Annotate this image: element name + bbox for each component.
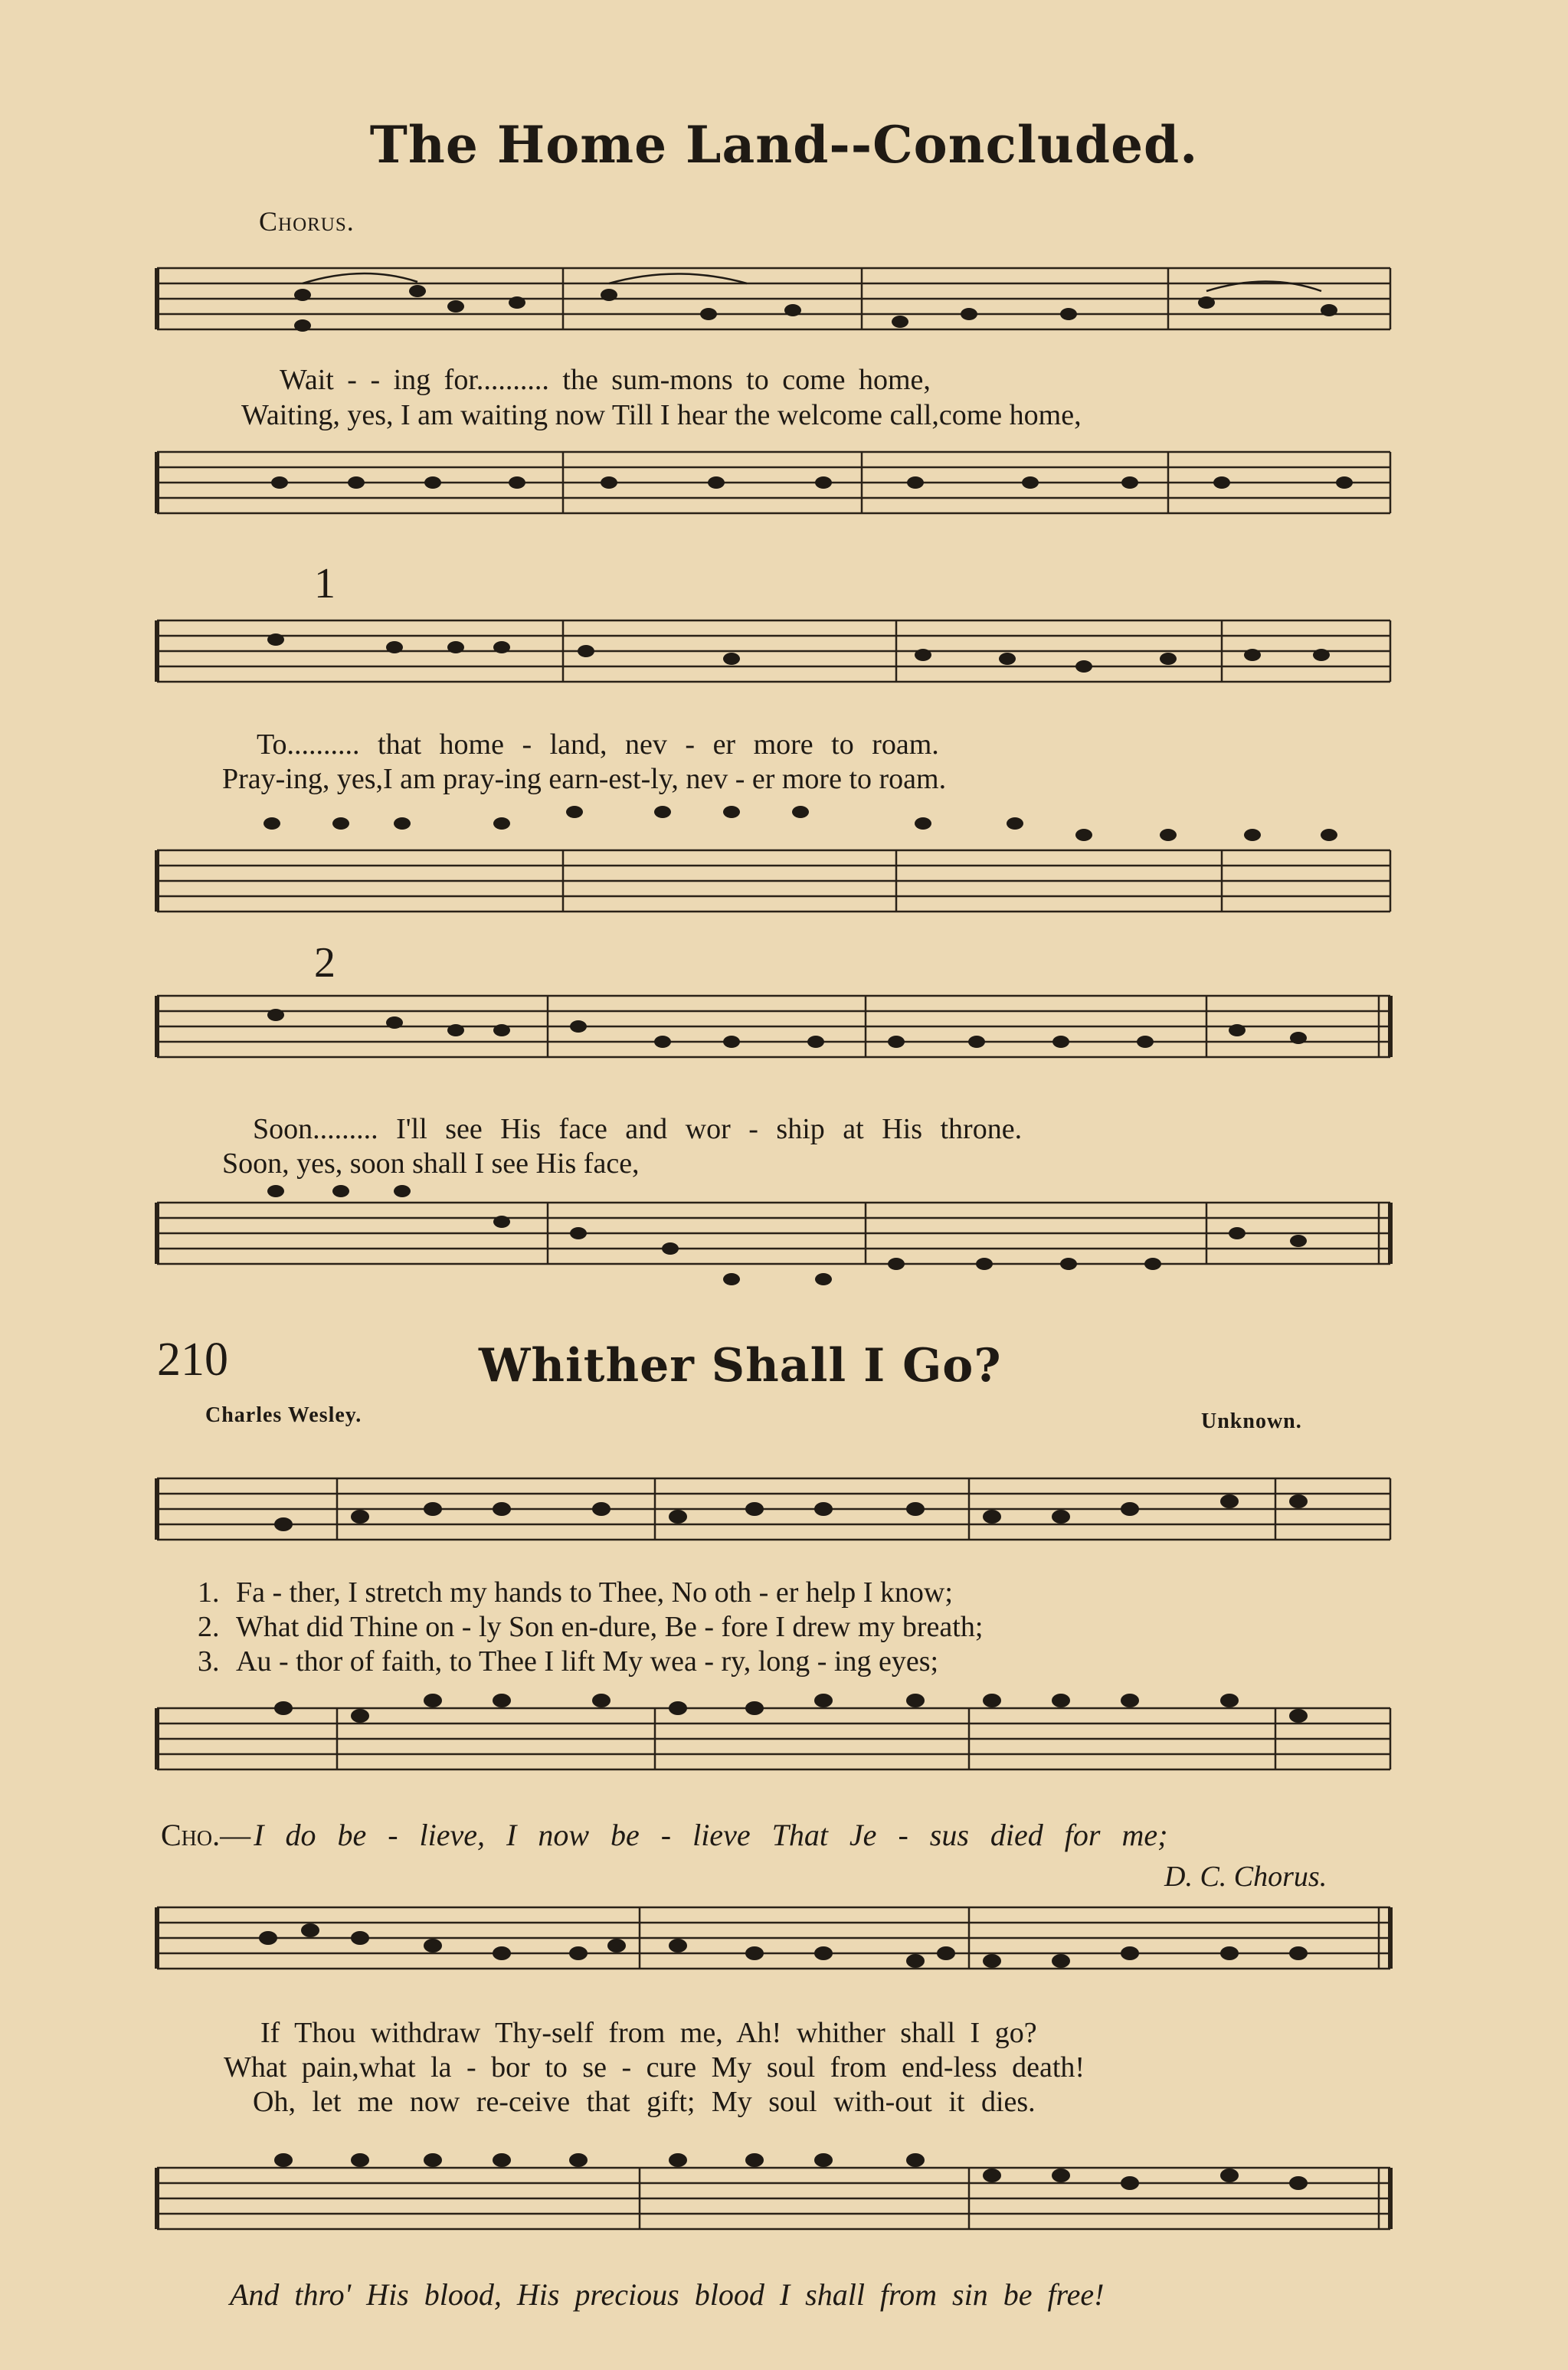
hymn-number: 210 xyxy=(157,1334,228,1386)
system-2-lyric-line-1: To.......... that home - land, nev - er more to roam. xyxy=(257,728,939,761)
system-1-lyric-line-2: Waiting, yes, I am waiting now Till I hear the welcome call,come home, xyxy=(241,399,1082,431)
system-3-lyric-line-2: Soon, yes, soon shall I see His face, xyxy=(222,1147,640,1180)
chorus-prefix: Cho.— xyxy=(161,1818,251,1852)
ending-1-label: 1 xyxy=(314,560,336,607)
system-2-bass-staff xyxy=(149,804,1406,919)
continuation-line-3: Oh, let me now re-ceive that gift; My soul with-out it dies. xyxy=(253,2086,1036,2118)
system-1-bass-staff xyxy=(149,437,1406,559)
system-2-treble-staff xyxy=(149,605,1406,705)
hymn210-system-1-bass-staff xyxy=(149,1678,1406,1785)
dc-chorus-label: D. C. Chorus. xyxy=(1164,1861,1327,1893)
verse-1-number: 1. xyxy=(198,1576,220,1609)
hymn-title: Whither Shall I Go? xyxy=(479,1339,1002,1393)
hymn-composer: Unknown. xyxy=(1201,1409,1302,1433)
system-3-bass-staff xyxy=(149,1180,1406,1310)
chorus-line-2: And thro' His blood, His precious blood I shall from sin be free! xyxy=(230,2277,1105,2312)
ending-2-label: 2 xyxy=(314,939,336,987)
verse-2-text: What did Thine on - ly Son en-dure, Be - fore I drew my breath; xyxy=(236,1611,984,1643)
hymn210-system-1-treble-staff xyxy=(149,1455,1406,1547)
system-2-lyric-line-2: Pray-ing, yes,I am pray-ing earn-est-ly, nev - er more to roam. xyxy=(222,763,947,795)
verse-1-text: Fa - ther, I stretch my hands to Thee, No oth - er help I know; xyxy=(236,1576,953,1609)
hymn-author: Charles Wesley. xyxy=(205,1403,362,1427)
chorus-label: Chorus. xyxy=(259,206,355,237)
verse-3-text: Au - thor of faith, to Thee I lift My wea - ry, long - ing eyes; xyxy=(236,1645,939,1678)
hymn210-system-2-bass-staff xyxy=(149,2137,1406,2252)
verse-1 xyxy=(198,1576,953,1609)
system-1-treble-notes xyxy=(149,260,1406,352)
system-3-treble-staff xyxy=(149,980,1406,1088)
hymn210-system-2-treble-staff xyxy=(149,1892,1406,1999)
system-1-lyric-line-1: Wait - - ing for.......... the sum-mons to come home, xyxy=(280,364,931,396)
chorus-line-1 xyxy=(161,1817,1167,1853)
verse-2 xyxy=(198,1610,983,1644)
page-title: The Home Land--Concluded. xyxy=(369,115,1199,175)
chorus-line-1-text: I do be - lieve, I now be - lieve That Je - sus died for me; xyxy=(254,1818,1168,1852)
verse-3 xyxy=(198,1645,938,1678)
verse-3-number: 3. xyxy=(198,1645,220,1678)
verse-2-number: 2. xyxy=(198,1611,220,1643)
system-3-lyric-line-1: Soon......... I'll see His face and wor - ship at His throne. xyxy=(253,1113,1023,1145)
continuation-line-1: If Thou withdraw Thy-self from me, Ah! whither shall I go? xyxy=(260,2017,1037,2049)
continuation-line-2: What pain,what la - bor to se - cure My soul from end-less death! xyxy=(224,2051,1085,2084)
